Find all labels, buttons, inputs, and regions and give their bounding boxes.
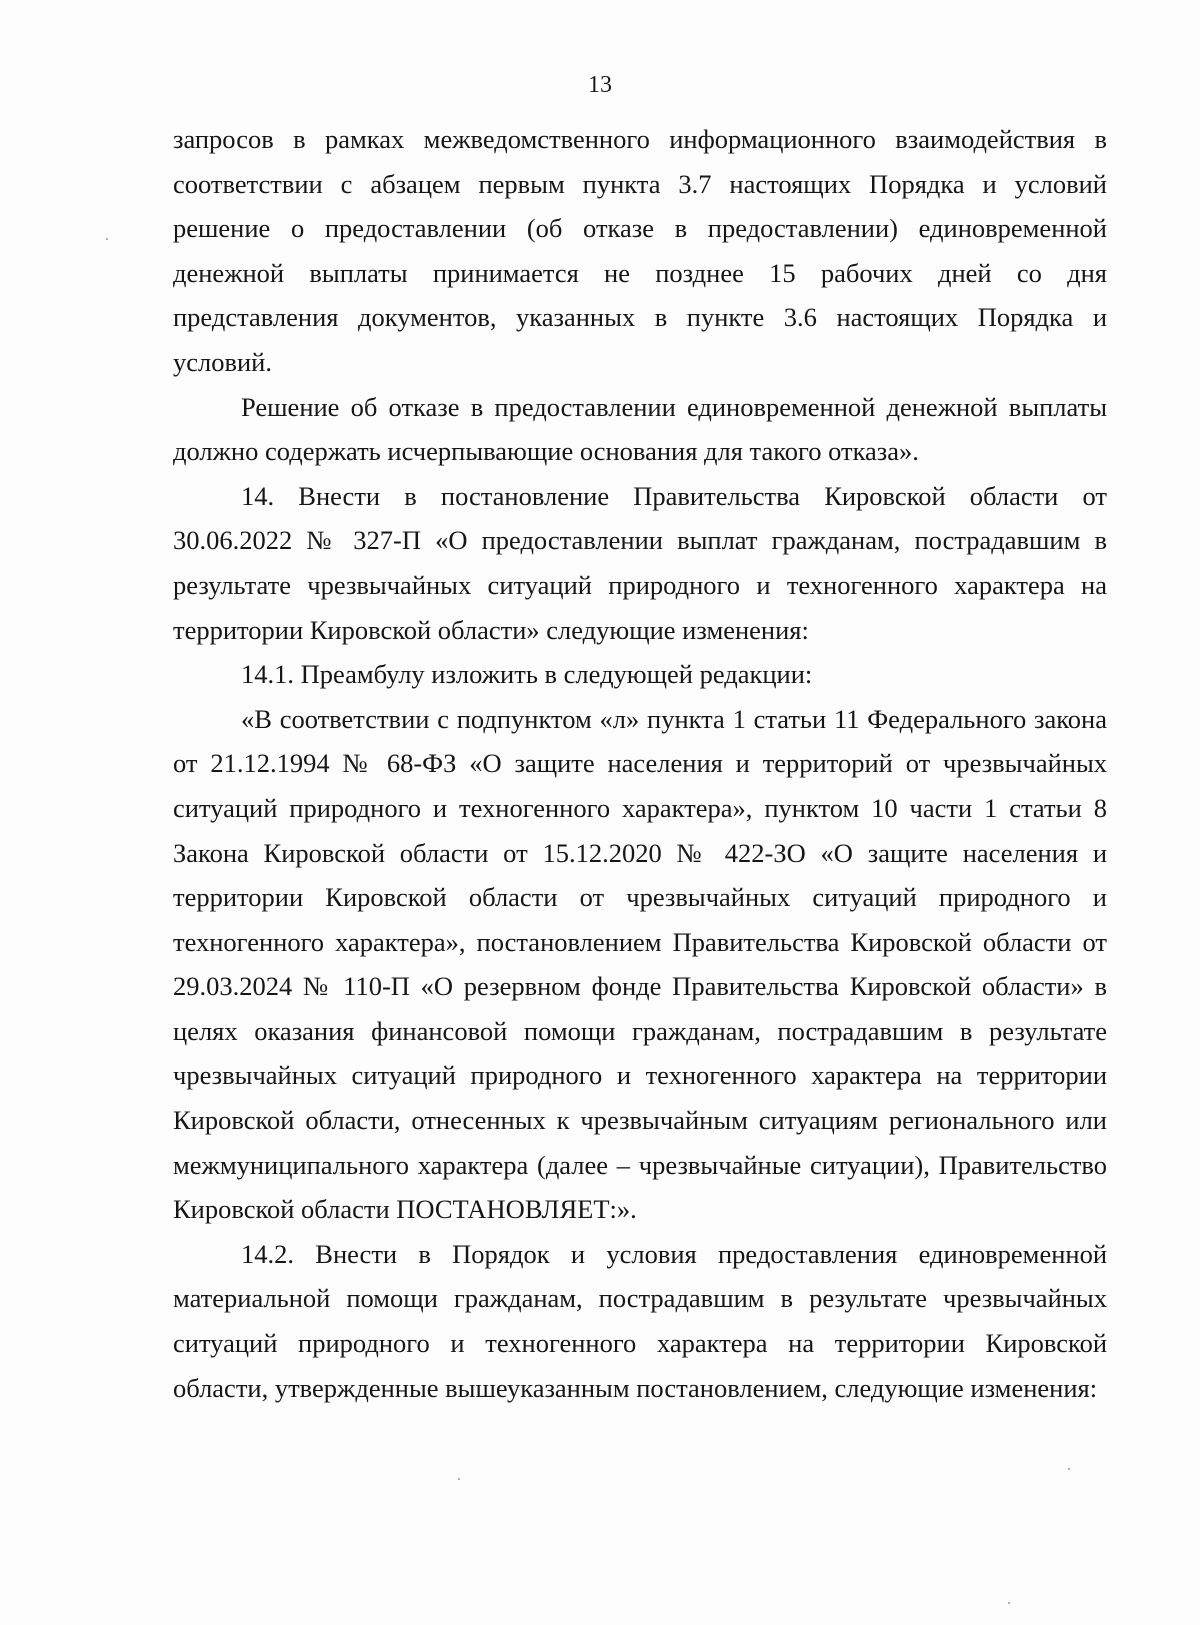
paragraph-refusal-grounds: Решение об отказе в предоставлении единовременной денежной выплаты должно содержать исчерпывающие основания для такого отказа». [173, 391, 1107, 467]
scan-speck [1008, 1602, 1010, 1604]
document-body [173, 117, 1107, 1410]
scan-speck [106, 238, 108, 240]
paragraph-item-14-1: 14.1. Преамбулу изложить в следующей редакции: [241, 659, 813, 690]
page-number: 13 [588, 72, 612, 98]
paragraph-decision-deadline: запросов в рамках межведомственного информационного взаимодействия в соответствии с абзацем первым пункта 3.7 настоящих Порядка и условий решение о предоставлении (об отказе в предоставлении) единовременной денежной выплаты принимается не позднее 15 рабочих дней со дня представления документов, указанных в пункте 3.6 настоящих Порядка и условий. [173, 124, 1107, 377]
paragraph-item-14-2: 14.2. Внести в Порядок и условия предоставления единовременной материальной помощи гражданам, пострадавшим в результате чрезвычайных ситуаций природного и техногенного характера на территории Кировской области, утвержденные вышеуказанным постановлением, следующие изменения: [173, 1238, 1107, 1403]
paragraph-item-14: 14. Внести в постановление Правительства Кировской области от 30.06.2022 № 327-П «О предоставлении выплат гражданам, пострадавшим в результате чрезвычайных ситуаций природного и техногенного характера на территории Кировской области» следующие изменения: [173, 480, 1107, 645]
scan-speck [1068, 1468, 1070, 1470]
scan-speck [458, 1478, 460, 1480]
paragraph-preamble-text: «В соответствии с подпунктом «л» пункта 1 статьи 11 Федерального закона от 21.12.1994 № 68-ФЗ «О защите населения и территорий от чрезвычайных ситуаций природного и техногенного характера», пунктом 10 части 1 статьи 8 Закона Кировской области от 15.12.2020 № 422-ЗО «О защите населения и территории Кировской области от чрезвычайных ситуаций природного и техногенного характера», постановлением Правительства Кировской области от 29.03.2024 № 110-П «О резервном фонде Правительства Кировской области» в целях оказания финансовой помощи гражданам, пострадавшим в результате чрезвычайных ситуаций природного и техногенного характера на территории Кировской области, отнесенных к чрезвычайным ситуациям регионального или межмуниципального характера (далее – чрезвычайные ситуации), Правительство Кировской области ПОСТАНОВЛЯЕТ:». [173, 703, 1107, 1225]
